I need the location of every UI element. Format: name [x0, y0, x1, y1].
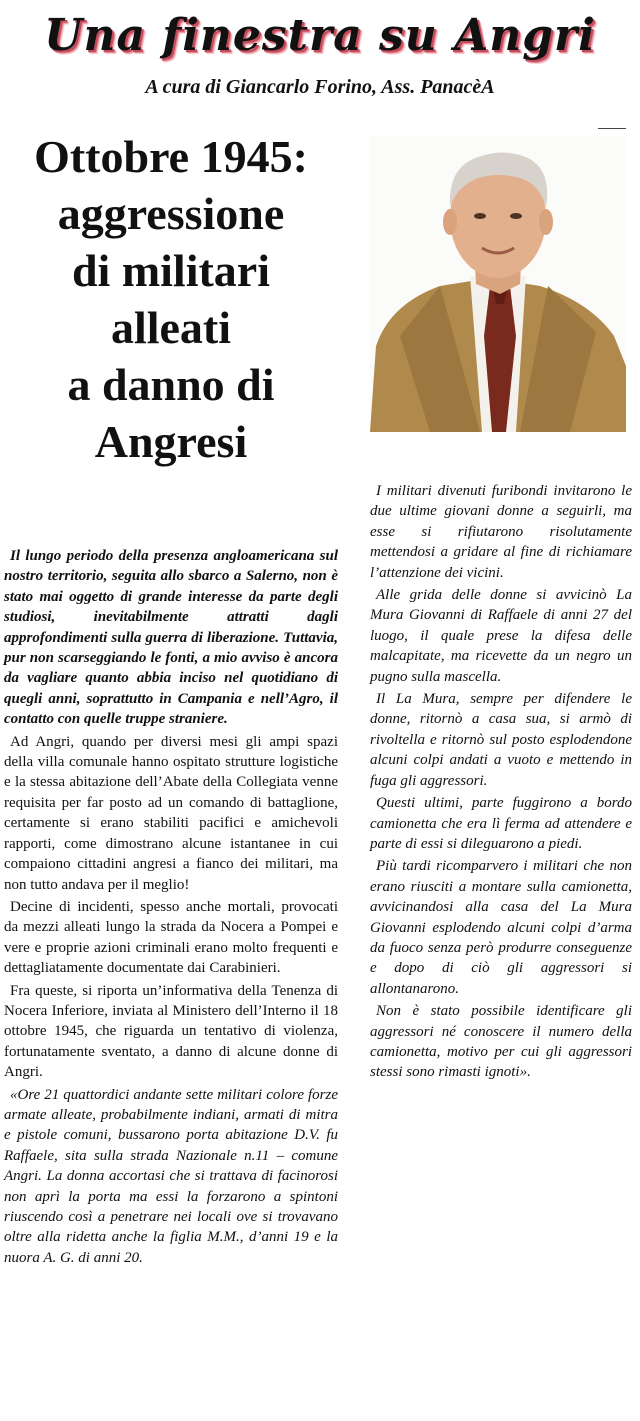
curator-byline: A cura di Giancarlo Forino, Ass. PanacèA	[145, 76, 495, 98]
quoted-report-paragraph: I militari divenuti furibondi invitarono le due ultime giovani donne a seguirli, ma esse si rifiutarono risolutamente mettendosi a gridare al fine di richiamare l’attenzione dei vicini.	[370, 483, 632, 581]
headline-line: alleati	[110, 302, 232, 353]
headline-line: di militari	[71, 245, 271, 296]
author-photo	[370, 136, 626, 432]
headline-line: a danno di	[67, 359, 275, 410]
article-column-left	[4, 546, 338, 1270]
article-lead: Il lungo periodo della presenza angloamericana sul nostro territorio, seguita allo sbarco a Salerno, non è stato mai oggetto di grande interesse da parte degli studiosi, inevitabilmente attratti dagli approfondimenti sulla guerra di liberazione. Tuttavia, pur non scarseggiando le fonti, a mio avviso è ancora da vagliare quanto abbia inciso nel quotidiano di quegli anni, soprattutto in Campania e nell’Agro, il contatto con quelle truppe straniere.	[4, 548, 338, 728]
quoted-report-paragraph: «Ore 21 quattordici andante sette militari colore forze armate alleate, probabilmente indiani, armati di mitra e pistole comuni, bussarono porta abitazione D.V. fu Raffaele, sita sulla strada Nazionale n.11 – comune Angri. La donna accortasi che si trattava di facinorosi non aprì la porta ma essi la forzarono a spintoni riuscendo così a penetrare nei locali ove si trovavano oltre alla ridetta anche la figlia M.M., d’anni 19 e la nuora A. G. di anni 20.	[4, 1086, 338, 1266]
article-headline	[0, 128, 342, 470]
headline-line: Ottobre 1945:	[34, 131, 308, 182]
article-paragraph: Decine di incidenti, spesso anche mortali, provocati da mezzi alleati lungo la strada da Nocera a Pompei e vere e proprie azioni criminali erano molto frequenti e dettagliatamente documentate dai Carabinieri.	[4, 898, 338, 977]
article-paragraph: Fra queste, si riporta un’informativa della Tenenza di Nocera Inferiore, inviata al Ministero dell’Interno il 18 ottobre 1945, che riguarda un tentativo di violenza, fortunatamente sventato, a danno di alcune donne di Angri.	[4, 982, 338, 1081]
article-paragraph: Ad Angri, quando per diversi mesi gli ampi spazi della villa comunale hanno ospitato strutture logistiche e la stessa abitazione dell’Abate della Collegiata venne requisita per far posto ad un comando di battaglione, certamente si erano stabiliti pacifici e amichevoli rapporti, come dimostrano alcune istantanee in cui compaiono cittadini angresi a fianco dei militari, ma non tutto andava per il meglio!	[4, 733, 338, 893]
masthead-title: Una finestra su Angri	[44, 10, 596, 61]
divider	[598, 128, 626, 129]
headline-line: aggressione	[57, 188, 285, 239]
quoted-report-paragraph: Più tardi ricomparvero i militari che non erano riusciti a montare sulla camionetta, avvicinandosi alla casa del La Mura Giovanni esplodendo alcuni colpi d’arma da fuoco senza però produrre conseguenze e dopo di ciò gli aggressori si allontanarono.	[370, 858, 632, 997]
headline-line: Angresi	[94, 416, 248, 467]
quoted-report-paragraph: Il La Mura, sempre per difendere le donne, ritornò a casa sua, si armò di rivoltella e ritornò sul posto esplodendone alcuni colpi andati a vuoto e mettendo in fuga gli aggressori.	[370, 691, 632, 789]
author-portrait	[370, 136, 626, 432]
quoted-report-paragraph: Alle grida delle donne si avvicinò La Mura Giovanni di Raffaele di anni 27 del luogo, il quale prese la difesa delle malcapitate, ma ricevette da un negro un pugno sulla mascella.	[370, 587, 632, 685]
article-column-right	[370, 481, 632, 1085]
quoted-report-paragraph: Non è stato possibile identificare gli aggressori né conoscere il numero della camionetta, motivo per cui gli aggressori stessi sono rimasti ignoti».	[370, 1003, 632, 1081]
quoted-report-paragraph: Questi ultimi, parte fuggirono a bordo camionetta che era lì ferma ad attendere e parte di essi si dileguarono a piedi.	[370, 795, 632, 852]
